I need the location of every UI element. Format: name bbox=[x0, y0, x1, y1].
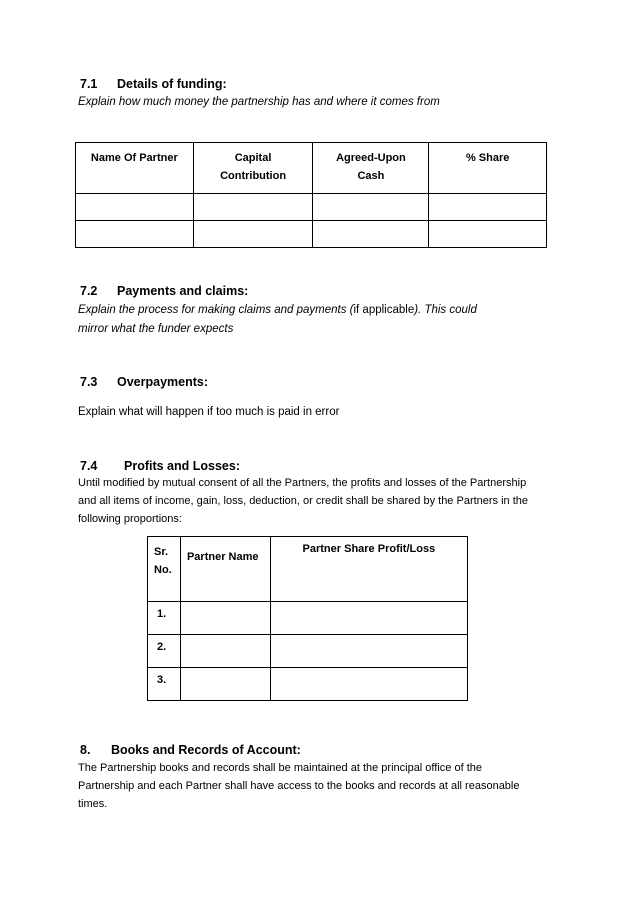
section-7-4-body: Until modified by mutual consent of all the Partners, the profits and losses of the Partnership and all items of income, gain, loss, deduction, or credit shall be shared by the Partners in the following proportions: bbox=[78, 477, 529, 525]
section-title: Details of funding: bbox=[117, 77, 227, 91]
section-7-2-description-cont: mirror what the funder expects bbox=[78, 323, 234, 335]
table-cell[interactable] bbox=[193, 221, 313, 248]
table-row bbox=[76, 221, 547, 248]
header-partner-share: Partner Share Profit/Loss bbox=[270, 537, 467, 602]
table-row bbox=[148, 668, 468, 701]
table-header-row bbox=[76, 143, 547, 194]
table-row bbox=[76, 194, 547, 221]
table-cell[interactable] bbox=[180, 635, 270, 668]
table-cell[interactable] bbox=[313, 221, 429, 248]
header-agreed-upon-cash: Agreed-Upon Cash bbox=[313, 143, 429, 194]
table-cell[interactable] bbox=[76, 221, 194, 248]
section-number: 8. bbox=[80, 743, 91, 757]
table-cell[interactable] bbox=[193, 194, 313, 221]
table-cell[interactable] bbox=[270, 602, 467, 635]
table-row bbox=[148, 602, 468, 635]
profit-loss-table bbox=[147, 536, 468, 701]
funding-table bbox=[75, 142, 547, 248]
header-partner-name: Partner Name bbox=[180, 537, 270, 602]
section-7-4-heading bbox=[80, 459, 240, 473]
section-title: Payments and claims: bbox=[117, 284, 249, 298]
table-cell[interactable] bbox=[270, 635, 467, 668]
header-name-of-partner: Name Of Partner bbox=[76, 143, 194, 194]
table-cell[interactable] bbox=[180, 602, 270, 635]
section-7-3-description: Explain what will happen if too much is paid in error bbox=[78, 406, 340, 418]
section-7-3-heading bbox=[80, 375, 208, 389]
section-title: Overpayments: bbox=[117, 375, 209, 389]
table-cell[interactable] bbox=[313, 194, 429, 221]
section-number: 7.1 bbox=[80, 77, 98, 91]
table-cell[interactable] bbox=[429, 221, 547, 248]
section-title: Profits and Losses: bbox=[124, 459, 240, 473]
row-number: 3. bbox=[148, 668, 181, 701]
table-cell[interactable] bbox=[180, 668, 270, 701]
section-7-1-heading bbox=[80, 77, 227, 91]
table-header-row bbox=[148, 537, 468, 602]
section-8-heading bbox=[80, 743, 301, 757]
section-number: 7.3 bbox=[80, 375, 98, 389]
section-8-body: The Partnership books and records shall be maintained at the principal office of the Partnership and each Partner shall have access to the books and records at all reasonable times. bbox=[78, 762, 520, 810]
row-number: 2. bbox=[148, 635, 181, 668]
table-cell[interactable] bbox=[270, 668, 467, 701]
table-row bbox=[148, 635, 468, 668]
section-7-1-description: Explain how much money the partnership has and where it comes from bbox=[78, 96, 440, 108]
header-percent-share: % Share bbox=[429, 143, 547, 194]
table-cell[interactable] bbox=[429, 194, 547, 221]
header-capital-contribution: Capital Contribution bbox=[193, 143, 313, 194]
section-number: 7.4 bbox=[80, 459, 98, 473]
section-7-2-description: Explain the process for making claims and payments (if applicable). This could bbox=[78, 304, 477, 316]
section-number: 7.2 bbox=[80, 284, 98, 298]
header-sr-no: Sr. No. bbox=[148, 537, 181, 602]
row-number: 1. bbox=[148, 602, 181, 635]
section-title: Books and Records of Account: bbox=[111, 743, 301, 757]
section-7-2-heading bbox=[80, 284, 248, 298]
table-cell[interactable] bbox=[76, 194, 194, 221]
